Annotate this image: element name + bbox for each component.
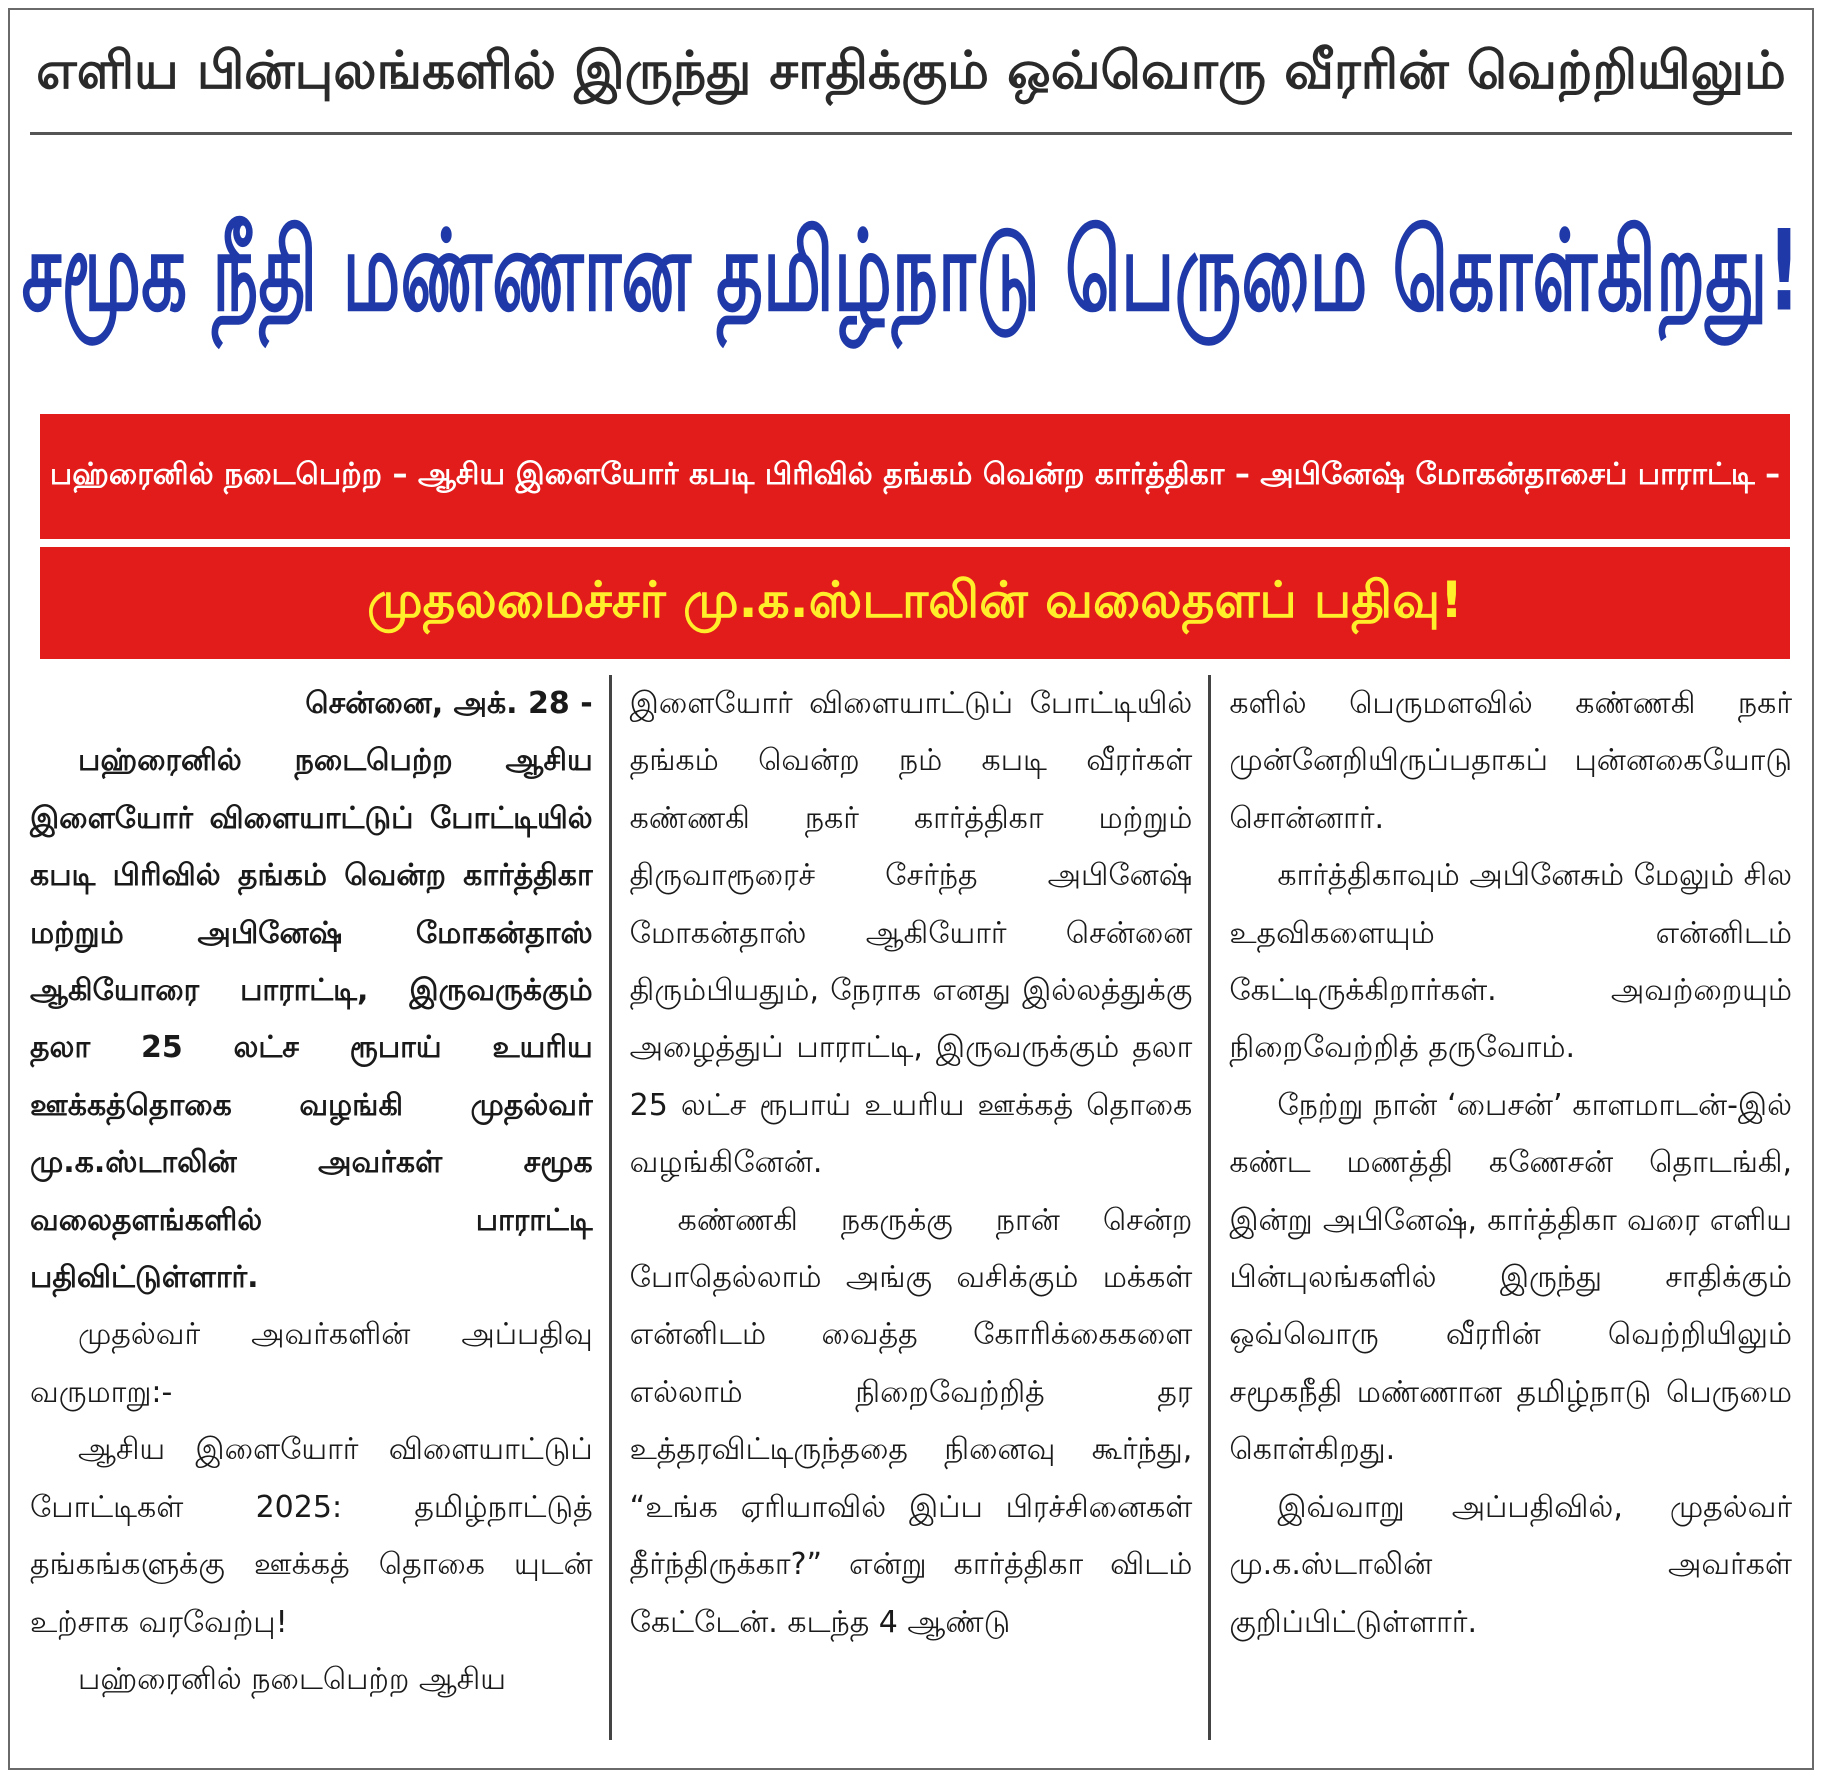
article-columns: [26, 675, 1796, 1740]
subhead-yellow-band: முதலமைச்சர் மு.க.ஸ்டாலின் வலைதளப் பதிவு!: [40, 547, 1790, 659]
paragraph: கார்த்திகாவும் அபினேசும் மேலும் சில உதவிகளையும் என்னிடம் கேட்டிருக்கிறார்கள். அவற்றையும் நிறைவேற்றித் தருவோம்.: [1229, 858, 1793, 1066]
paragraph: இவ்வாறு அப்பதிவில், முதல்வர் மு.க.ஸ்டாலின் அவர்கள் குறிப்பிட்டுள்ளார்.: [1229, 1489, 1793, 1640]
article-column-2: [612, 675, 1209, 1740]
paragraph: இளையோர் விளையாட்டுப் போட்டியில் தங்கம் வென்ற நம் கபடி வீரர்கள் கண்ணகி நகர் கார்த்திகா மற்றும் திருவாரூரைச் சேர்ந்த அபினேஷ் மோகன்தாஸ் ஆகியோர் சென்னை திரும்பியதும், நேராக எனது இல்லத்துக்கு அழைத்துப் பாராட்டி, இருவருக்கும் தலா 25 லட்ச ரூபாய் உயரிய ஊக்கத் தொகை வழங்கினேன்.: [629, 686, 1193, 1181]
headline: சமூக நீதி மண்ணான தமிழ்நாடு பெருமை கொள்கிறது!: [21, 204, 1801, 335]
lead-paragraph: பஹ்ரைனில் நடைபெற்ற ஆசிய இளையோர் விளையாட்டுப் போட்டியில் கபடி பிரிவில் தங்கம் வென்ற கார்த்திகா மற்றும் அபினேஷ் மோகன்தாஸ் ஆகியோரை பாராட்டி, இருவருக்கும் தலா 25 லட்ச ரூபாய் உயரிய ஊக்கத்தொகை வழங்கி முதல்வர் மு.க.ஸ்டாலின் அவர்கள் சமூக வலைதளங்களில் பாராட்டி பதிவிட்டுள்ளார்.: [30, 743, 593, 1296]
paragraph: பஹ்ரைனில் நடைபெற்ற ஆசிய: [78, 1661, 507, 1697]
paragraph: முதல்வர் அவர்களின் அப்பதிவு வருமாறு:-: [30, 1317, 593, 1410]
newspaper-clipping: [8, 8, 1814, 1770]
article-column-3: [1211, 675, 1796, 1740]
paragraph: கண்ணகி நகருக்கு நான் சென்ற போதெல்லாம் அங்கு வசிக்கும் மக்கள் என்னிடம் வைத்த கோரிக்கைகளை எல்லாம் நிறைவேற்றித் தர உத்தரவிட்டிருந்ததை நினைவு கூர்ந்து, “உங்க ஏரியாவில் இப்ப பிரச்சினைகள் தீர்ந்திருக்கா?” என்று கார்த்திகா விடம் கேட்டேன். கடந்த 4 ஆண்டு: [629, 1202, 1193, 1640]
dateline: சென்னை, அக். 28 -: [305, 686, 593, 721]
subhead-red-band: பஹ்ரைனில் நடைபெற்ற – ஆசிய இளையோர் கபடி பிரிவில் தங்கம் வென்ற கார்த்திகா – அபினேஷ் மோகன்தாசைப் பாராட்டி –: [40, 414, 1790, 539]
kicker-line: எளிய பின்புலங்களில் இருந்து சாதிக்கும் ஒவ்வொரு வீரரின் வெற்றியிலும்: [36, 40, 1786, 101]
paragraph: களில் பெருமளவில் கண்ணகி நகர் முன்னேறியிருப்பதாகப் புன்னகையோடு சொன்னார்.: [1229, 686, 1793, 836]
article-column-1: [26, 675, 609, 1740]
paragraph: நேற்று நான் ‘பைசன்’ காளமாடன்-இல் கண்ட மணத்தி கணேசன் தொடங்கி, இன்று அபினேஷ், கார்த்திகா வரை எளிய பின்புலங்களில் இருந்து சாதிக்கும் ஒவ்வொரு வீரரின் வெற்றியிலும் சமூகநீதி மண்ணான தமிழ்நாடு பெருமை கொள்கிறது.: [1229, 1087, 1793, 1468]
paragraph: ஆசிய இளையோர் விளையாட்டுப் போட்டிகள் 2025: தமிழ்நாட்டுத் தங்கங்களுக்கு ஊக்கத் தொகை யுடன் உற்சாக வரவேற்பு!: [30, 1432, 593, 1640]
